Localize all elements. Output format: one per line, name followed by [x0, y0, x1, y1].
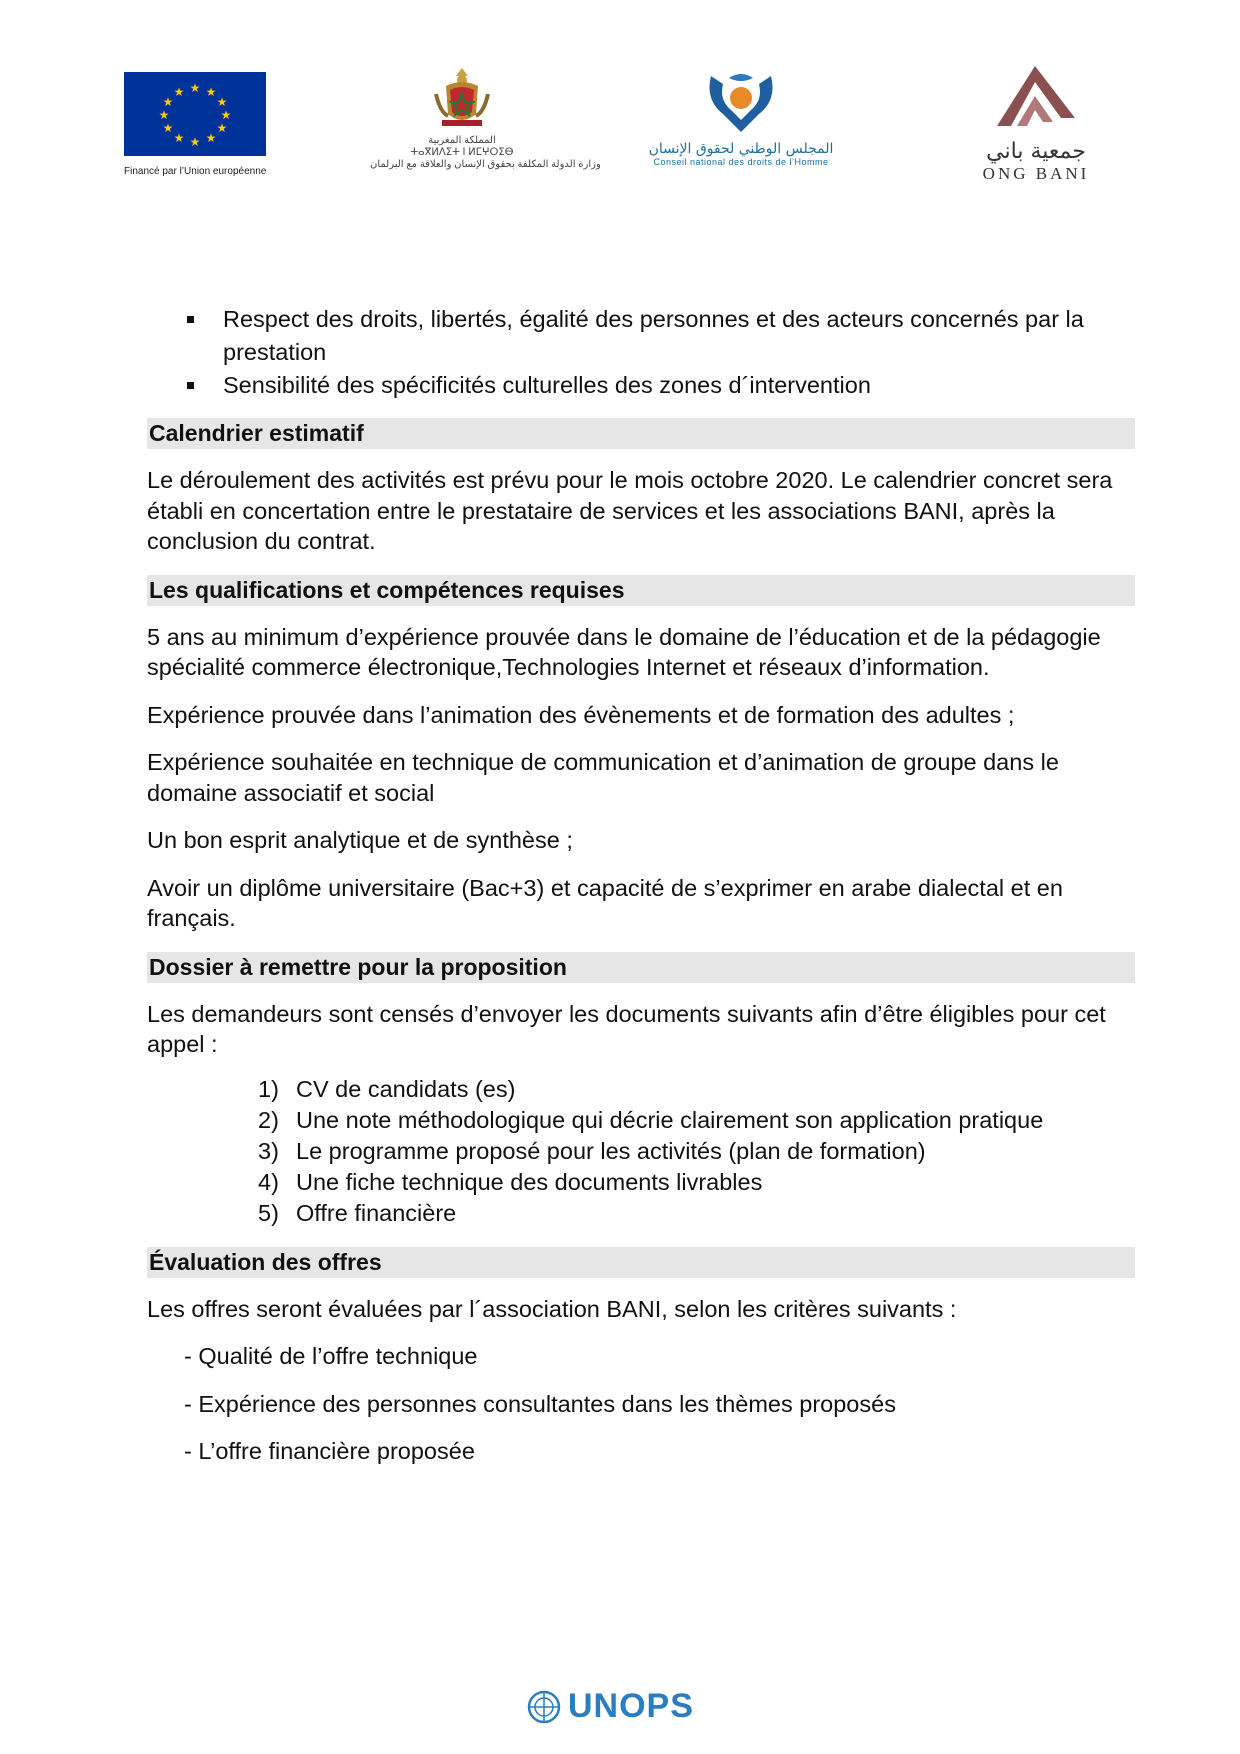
svg-text:★: ★	[205, 131, 217, 145]
svg-text:★: ★	[162, 95, 174, 109]
qualification-paragraph: Expérience prouvée dans l’animation des évènements et de formation des adultes ;	[147, 701, 1015, 728]
svg-text:★: ★	[189, 135, 201, 149]
qualification-paragraph: 5 ans au minimum d’expérience prouvée dans le domaine de l’éducation et de la pédagogie spécialité commerce électronique,Technologies Internet et réseaux d’information.	[147, 623, 1101, 680]
morocco-arabic-name: المملكة المغربية	[428, 135, 496, 146]
bullet-item	[147, 303, 1135, 369]
list-item	[147, 1167, 1135, 1198]
list-text: Une fiche technique des documents livrables	[296, 1168, 763, 1195]
unops-brand: UNOPS	[568, 1687, 694, 1725]
evaluation-criterion: - Expérience des personnes consultantes dans les thèmes proposés	[184, 1390, 896, 1417]
dossier-document-list	[147, 1074, 1135, 1229]
eu-flag-icon	[124, 72, 266, 156]
bullet-text: Respect des droits, libertés, égalité des personnes et des acteurs concernés par la prestation	[223, 306, 1084, 365]
section-heading-dossier: Dossier à remettre pour la proposition	[147, 952, 1135, 983]
cndh-french-name: Conseil national des droits de l’Homme	[653, 157, 829, 167]
evaluation-criterion: - L’offre financière proposée	[184, 1438, 475, 1464]
eu-logo	[124, 72, 266, 184]
unops-footer-logo	[526, 1687, 716, 1727]
morocco-ministry-logo	[370, 64, 601, 184]
section-heading-qualifications: Les qualifications et compétences requises	[147, 575, 1135, 606]
qualification-paragraph: Un bon esprit analytique et de synthèse ;	[147, 827, 573, 853]
cndh-logo	[646, 70, 836, 180]
header-logos	[0, 60, 1240, 190]
list-item	[147, 1074, 1135, 1105]
dossier-intro: Les demandeurs sont censés d’envoyer les documents suivants afin d’être éligibles pour cet appel :	[147, 1000, 1106, 1057]
list-number: 4)	[258, 1168, 279, 1195]
bullet-text: Sensibilité des spécificités culturelles des zones d´intervention	[223, 372, 871, 398]
svg-text:★: ★	[189, 81, 201, 95]
document-body	[147, 303, 1135, 1467]
square-bullet-icon	[187, 382, 194, 389]
list-text: Une note méthodologique qui décrie clairement son application pratique	[296, 1106, 1044, 1133]
svg-text:★: ★	[173, 85, 185, 99]
un-emblem-icon	[526, 1689, 562, 1725]
list-text: CV de candidats (es)	[296, 1075, 516, 1102]
cndh-emblem-icon	[701, 70, 781, 136]
evaluation-intro: Les offres seront évaluées par l´association BANI, selon les critères suivants :	[147, 1295, 957, 1322]
morocco-coat-of-arms-icon	[432, 64, 492, 130]
bullet-item	[147, 369, 1135, 402]
list-item	[147, 1198, 1135, 1229]
qualification-paragraph: Expérience souhaitée en technique de communication et d’animation de groupe dans le domaine associatif et social	[147, 749, 1059, 806]
list-number: 3)	[258, 1137, 279, 1164]
bani-english-name: ONG BANI	[982, 164, 1090, 183]
svg-text:★: ★	[220, 108, 232, 122]
svg-text:★: ★	[205, 85, 217, 99]
section-heading-calendrier: Calendrier estimatif	[147, 418, 1135, 449]
evaluation-criterion: - Qualité de l’offre technique	[184, 1343, 478, 1369]
list-text: Offre financière	[296, 1199, 457, 1226]
calendrier-text: Le déroulement des activités est prévu pour le mois octobre 2020. Le calendrier concret sera établi en concertation entre le prestataire de services et les associations BANI, après la conclusion du contrat.	[147, 467, 1113, 554]
svg-text:★: ★	[173, 131, 185, 145]
svg-text:★: ★	[158, 108, 170, 122]
square-bullet-icon	[187, 316, 194, 323]
morocco-tifinagh-name: ⵜⴰⴳⵍⴷⵉⵜ ⵏ ⵍⵎⵖⵔⵉⴱ	[410, 147, 514, 158]
list-number: 2)	[258, 1106, 279, 1133]
svg-text:★: ★	[216, 95, 228, 109]
bullet-list	[147, 303, 1135, 402]
list-item	[147, 1105, 1135, 1136]
bani-emblem-icon	[991, 60, 1081, 130]
bani-logo	[966, 60, 1106, 190]
section-heading-evaluation: Évaluation des offres	[147, 1247, 1135, 1278]
qualification-paragraph: Avoir un diplôme universitaire (Bac+3) et capacité de s’exprimer en arabe dialectal et en français.	[147, 874, 1063, 931]
svg-text:★: ★	[216, 121, 228, 135]
morocco-ministry-name: وزارة الدولة المكلفة بحقوق الإنسان والعلاقة مع البرلمان	[370, 159, 601, 170]
svg-text:★: ★	[162, 121, 174, 135]
bani-arabic-name: جمعية باني	[986, 139, 1086, 164]
list-number: 5)	[258, 1199, 279, 1226]
list-text: Le programme proposé pour les activités (plan de formation)	[296, 1137, 926, 1164]
list-number: 1)	[258, 1075, 279, 1102]
eu-caption: Financé par l’Union européenne	[124, 166, 267, 177]
list-item	[147, 1136, 1135, 1167]
cndh-arabic-name: المجلس الوطني لحقوق الإنسان	[648, 141, 834, 157]
